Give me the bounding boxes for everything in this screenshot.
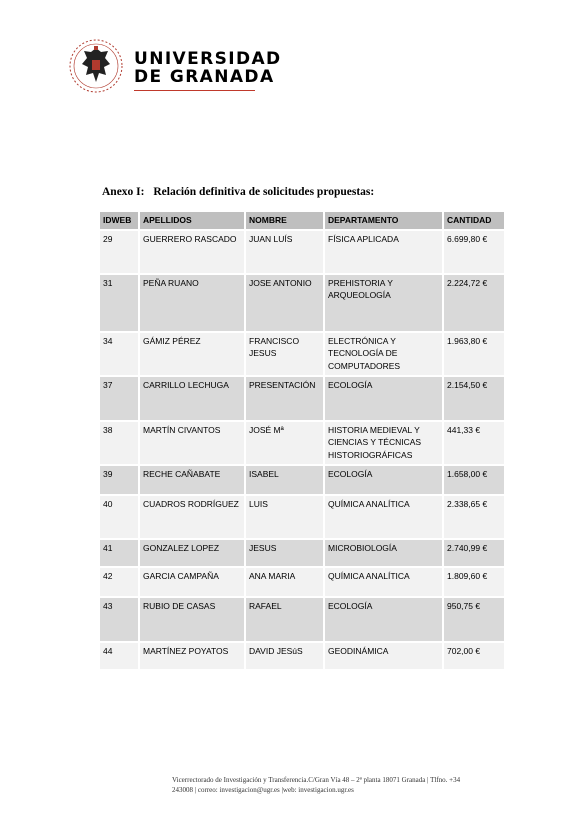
cell-cantidad: 441,33 € [444, 420, 504, 464]
university-seal-logo [68, 38, 124, 99]
cell-cantidad: 6.699,80 € [444, 229, 504, 273]
cell-nombre: ANA MARIA [246, 566, 323, 596]
table-row [100, 538, 504, 566]
table-row [100, 596, 504, 641]
cell-departamento: HISTORIA MEDIEVAL Y CIENCIAS Y TÉCNICAS HISTORIOGRÁFICAS [325, 420, 442, 464]
col-header-cantidad: CANTIDAD [444, 212, 504, 229]
cell-nombre: FRANCISCO JESUS [246, 331, 323, 375]
cell-nombre: JOSÉ Mª [246, 420, 323, 464]
university-name-line2: DE GRANADA [134, 67, 275, 87]
cell-apellidos: PEÑA RUANO [140, 273, 244, 331]
col-header-nombre: NOMBRE [246, 212, 323, 229]
cell-nombre: JUAN LUÍS [246, 229, 323, 273]
table-row [100, 494, 504, 538]
cell-idweb: 38 [100, 420, 138, 464]
annex-title: Relación definitiva de solicitudes propuestas: [153, 186, 375, 198]
university-name-line1: UNIVERSIDAD [134, 49, 282, 69]
cell-apellidos: CARRILLO LECHUGA [140, 375, 244, 420]
cell-idweb: 40 [100, 494, 138, 538]
cell-apellidos: MARTÍN CIVANTOS [140, 420, 244, 464]
footer-contact [172, 775, 502, 795]
cell-departamento: PREHISTORIA Y ARQUEOLOGÍA [325, 273, 442, 331]
cell-idweb: 31 [100, 273, 138, 331]
table-row [100, 420, 504, 464]
cell-cantidad: 1.658,00 € [444, 464, 504, 494]
cell-departamento: QUÍMICA ANALÍTICA [325, 494, 442, 538]
cell-departamento: ECOLOGÍA [325, 596, 442, 641]
cell-nombre: RAFAEL [246, 596, 323, 641]
cell-nombre: LUIS [246, 494, 323, 538]
cell-departamento: FÍSICA APLICADA [325, 229, 442, 273]
annex-label: Anexo I: [102, 186, 145, 198]
cell-cantidad: 702,00 € [444, 641, 504, 669]
cell-apellidos: GUERRERO RASCADO [140, 229, 244, 273]
cell-apellidos: RECHE CAÑABATE [140, 464, 244, 494]
applications-table [98, 212, 506, 669]
cell-idweb: 44 [100, 641, 138, 669]
cell-departamento: MICROBIOLOGÍA [325, 538, 442, 566]
col-header-idweb: IDWEB [100, 212, 138, 229]
header-rule [134, 90, 255, 91]
table-row [100, 273, 504, 331]
table-row [100, 229, 504, 273]
cell-departamento: ECOLOGÍA [325, 464, 442, 494]
table-row [100, 566, 504, 596]
cell-nombre: JESUS [246, 538, 323, 566]
cell-apellidos: GÁMIZ PÉREZ [140, 331, 244, 375]
table-row [100, 375, 504, 420]
col-header-departamento: DEPARTAMENTO [325, 212, 442, 229]
cell-apellidos: GARCIA CAMPAÑA [140, 566, 244, 596]
cell-departamento: QUÍMICA ANALÍTICA [325, 566, 442, 596]
cell-idweb: 39 [100, 464, 138, 494]
cell-nombre: JOSE ANTONIO [246, 273, 323, 331]
cell-cantidad: 2.338,65 € [444, 494, 504, 538]
cell-departamento: ELECTRÓNICA Y TECNOLOGÍA DE COMPUTADORES [325, 331, 442, 375]
col-header-apellidos: APELLIDOS [140, 212, 244, 229]
cell-cantidad: 2.740,99 € [444, 538, 504, 566]
cell-idweb: 42 [100, 566, 138, 596]
footer-line2: 243008 | correo: investigacion@ugr.es |web: investigacion.ugr.es [172, 786, 354, 794]
cell-idweb: 43 [100, 596, 138, 641]
cell-idweb: 29 [100, 229, 138, 273]
cell-apellidos: GONZALEZ LOPEZ [140, 538, 244, 566]
cell-departamento: ECOLOGÍA [325, 375, 442, 420]
cell-nombre: DAVID JESúS [246, 641, 323, 669]
table-row [100, 464, 504, 494]
cell-apellidos: CUADROS RODRÍGUEZ [140, 494, 244, 538]
table-row [100, 641, 504, 669]
cell-idweb: 34 [100, 331, 138, 375]
cell-cantidad: 1.809,60 € [444, 566, 504, 596]
cell-cantidad: 1.963,80 € [444, 331, 504, 375]
footer-line1: Vicerrectorado de Investigación y Transferencia.C/Gran Vía 48 – 2ª planta 18071 Granada | Tlfno. +34 [172, 776, 461, 784]
cell-apellidos: MARTÍNEZ POYATOS [140, 641, 244, 669]
table-header-row [100, 212, 504, 229]
cell-cantidad: 2.154,50 € [444, 375, 504, 420]
cell-idweb: 37 [100, 375, 138, 420]
table-row [100, 331, 504, 375]
cell-nombre: ISABEL [246, 464, 323, 494]
university-name [134, 50, 282, 86]
cell-idweb: 41 [100, 538, 138, 566]
cell-nombre: PRESENTACIÓN [246, 375, 323, 420]
cell-apellidos: RUBIO DE CASAS [140, 596, 244, 641]
seal-icon [68, 38, 124, 94]
cell-cantidad: 2.224,72 € [444, 273, 504, 331]
cell-cantidad: 950,75 € [444, 596, 504, 641]
annex-heading [102, 186, 374, 198]
cell-departamento: GEODINÁMICA [325, 641, 442, 669]
